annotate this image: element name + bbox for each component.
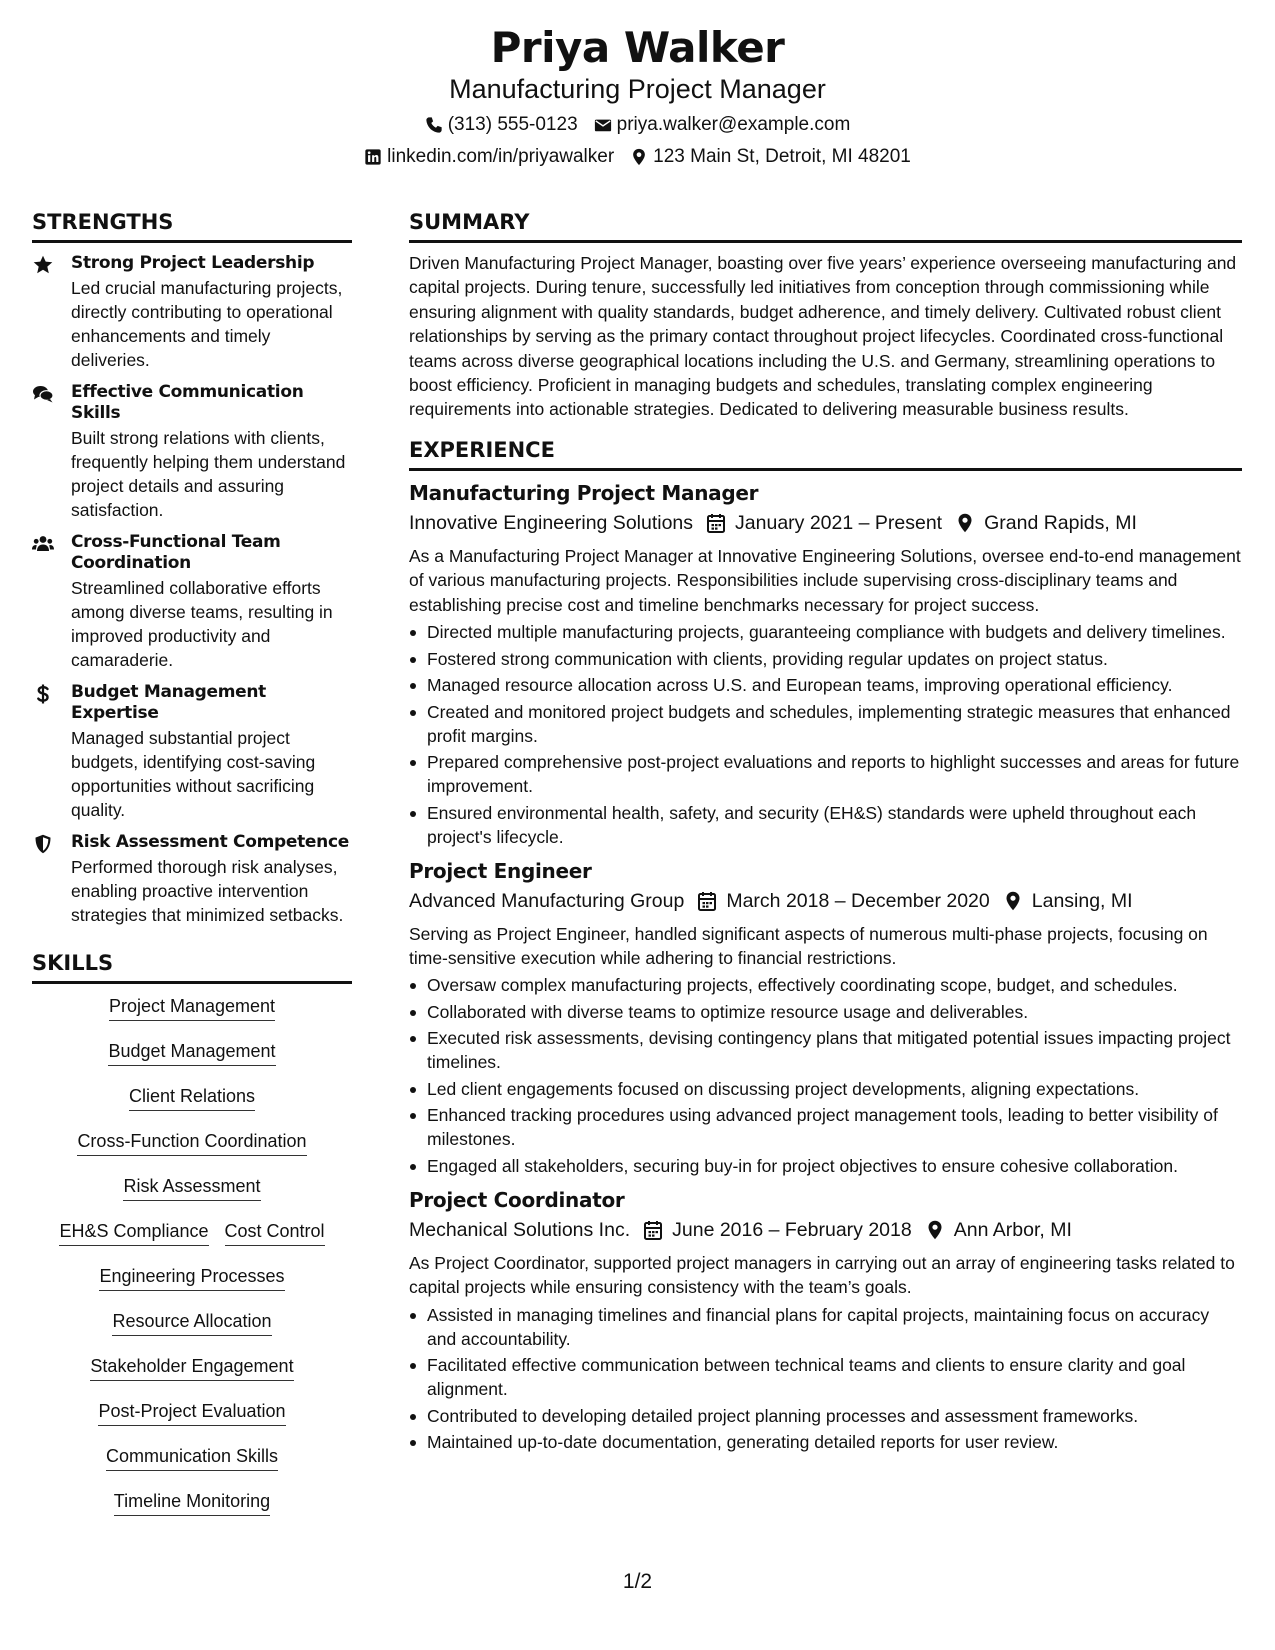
email-contact[interactable] <box>594 112 851 138</box>
skill-row <box>59 1219 324 1264</box>
strength-desc: Managed substantial project budgets, identifying cost-saving opportunities without sacrificing quality. <box>71 728 316 820</box>
right-column <box>409 208 1242 1457</box>
skill-row <box>98 1399 285 1444</box>
summary-text: Driven Manufacturing Project Manager, boasting over five years’ experience overseeing manufacturing and capital projects. During tenure, successfully led initiatives from conception through commissioning while ensuring alignment with quality standards, budget adherence, and timely delivery. Cultivated robust client relationships by serving as the primary contact throughout project lifecycles. Coordinated cross-functional teams across diverse geographical locations including the U.S. and Germany, streamlining operations to boost efficiency. Proficient in managing budgets and schedules, translating complex engineering requirements into actionable strategies. Dedicated to delivering measurable business results. <box>409 253 1237 420</box>
job-meta <box>409 1215 1242 1245</box>
bullet-item: Enhanced tracking procedures using advanced project management tools, leading to better visibility of milestones. <box>409 1103 1242 1151</box>
job-bullets <box>409 1303 1242 1455</box>
bullet-item: Fostered strong communication with clients, providing regular updates on project status. <box>409 647 1242 671</box>
phone-contact <box>425 112 578 138</box>
page-number: 1/2 <box>622 1570 653 1593</box>
strengths-heading: STRENGTHS <box>32 208 352 243</box>
map-marker-icon <box>956 513 974 533</box>
contact-line-2 <box>0 144 1275 170</box>
linkedin-text[interactable]: linkedin.com/in/priyawalker <box>387 146 615 167</box>
strength-item <box>32 832 352 927</box>
strength-title: Effective Communication Skills <box>71 382 304 423</box>
address-contact <box>630 144 911 170</box>
address-text: 123 Main St, Detroit, MI 48201 <box>653 146 911 167</box>
experience-entry <box>409 1186 1242 1454</box>
strength-title: Budget Management Expertise <box>71 682 267 723</box>
job-dates: June 2016 – February 2018 <box>672 1218 912 1241</box>
bullet-item: Assisted in managing timelines and financial plans for capital projects, maintaining focus on accuracy and accountability. <box>409 1303 1242 1351</box>
map-marker-icon <box>926 1220 944 1240</box>
strength-item <box>32 532 352 672</box>
email-text[interactable]: priya.walker@example.com <box>616 114 851 135</box>
skill-tag: Engineering Processes <box>99 1264 284 1291</box>
calendar-icon <box>698 891 716 911</box>
users-icon <box>32 534 54 554</box>
job-description: Serving as Project Engineer, handled significant aspects of numerous multi-phase projects, focusing on time-sensitive execution while adhering to financial restrictions. <box>409 923 1208 968</box>
job-location: Ann Arbor, MI <box>953 1218 1072 1241</box>
strength-title: Risk Assessment Competence <box>71 832 349 852</box>
bullet-item: Prepared comprehensive post-project evaluations and reports to highlight successes and areas for future improvement. <box>409 750 1242 798</box>
job-description: As Project Coordinator, supported project managers in carrying out an array of engineering tasks related to capital projects while ensuring consistency with the team’s goals. <box>409 1252 1235 1298</box>
job-meta <box>409 886 1242 916</box>
left-column <box>32 208 352 1534</box>
skill-row <box>114 1489 270 1534</box>
skill-tag: Client Relations <box>129 1084 255 1111</box>
phone-icon <box>425 116 443 134</box>
skill-tag: Communication Skills <box>106 1444 278 1471</box>
experience-entry <box>409 479 1242 849</box>
bullet-item: Oversaw complex manufacturing projects, effectively coordinating scope, budget, and schedules. <box>409 973 1242 997</box>
calendar-icon <box>707 513 725 533</box>
bullet-item: Engaged all stakeholders, securing buy-in for project objectives to ensure cohesive collaboration. <box>409 1154 1242 1178</box>
candidate-name: Priya Walker <box>490 23 785 72</box>
strength-desc: Led crucial manufacturing projects, directly contributing to operational enhancements and timely deliveries. <box>71 278 343 370</box>
shield-icon <box>32 834 54 854</box>
job-bullets <box>409 620 1242 849</box>
job-location: Grand Rapids, MI <box>984 511 1137 534</box>
skill-tag: Budget Management <box>108 1039 275 1066</box>
job-title: Manufacturing Project Manager <box>409 480 759 505</box>
strength-item <box>32 382 352 522</box>
skill-tag: Post-Project Evaluation <box>98 1399 285 1426</box>
skill-row <box>108 1039 275 1084</box>
company-name: Innovative Engineering Solutions <box>409 511 694 534</box>
bullet-item: Contributed to developing detailed project planning processes and assessment frameworks. <box>409 1404 1242 1428</box>
candidate-title: Manufacturing Project Manager <box>449 74 826 104</box>
company-name: Advanced Manufacturing Group <box>409 889 685 912</box>
skill-row <box>90 1354 293 1399</box>
skill-tag: Resource Allocation <box>112 1309 271 1336</box>
strength-desc: Built strong relations with clients, frequently helping them understand project details and assuring satisfaction. <box>71 428 346 520</box>
job-bullets <box>409 973 1242 1178</box>
company-name: Mechanical Solutions Inc. <box>409 1218 631 1241</box>
skill-row <box>112 1309 271 1354</box>
bullet-item: Maintained up-to-date documentation, generating detailed reports for user review. <box>409 1430 1242 1454</box>
job-location: Lansing, MI <box>1031 889 1133 912</box>
skill-tag: Cost Control <box>225 1219 325 1246</box>
linkedin-contact[interactable] <box>364 144 614 170</box>
strength-item <box>32 682 352 822</box>
job-title: Project Coordinator <box>409 1187 625 1212</box>
bullet-item: Collaborated with diverse teams to optimize resource usage and deliverables. <box>409 1000 1242 1024</box>
skills-heading: SKILLS <box>32 949 352 984</box>
strength-item <box>32 253 352 372</box>
strength-desc: Streamlined collaborative efforts among diverse teams, resulting in improved productivity and camaraderie. <box>71 578 333 670</box>
job-description: As a Manufacturing Project Manager at Innovative Engineering Solutions, oversee end-to-end management of various manufacturing projects. Responsibilities include supervising cross-disciplinary teams and establishing precise cost and timeline benchmarks necessary for project success. <box>409 545 1241 615</box>
phone-text: (313) 555-0123 <box>447 114 578 135</box>
strength-title: Cross-Functional Team Coordination <box>71 532 281 573</box>
bullet-item: Facilitated effective communication between technical teams and clients to ensure clarity and goal alignment. <box>409 1353 1242 1401</box>
bullet-item: Managed resource allocation across U.S. and European teams, improving operational efficiency. <box>409 673 1242 697</box>
bullet-item: Led client engagements focused on discussing project developments, aligning expectations. <box>409 1077 1242 1101</box>
skill-tag: Cross-Function Coordination <box>77 1129 306 1156</box>
linkedin-icon <box>364 148 382 166</box>
map-marker-icon <box>630 148 648 166</box>
job-title: Project Engineer <box>409 858 592 883</box>
map-marker-icon <box>1004 891 1022 911</box>
job-dates: January 2021 – Present <box>735 511 943 534</box>
skill-row <box>99 1264 284 1309</box>
skill-row <box>77 1129 306 1174</box>
skill-tag: Risk Assessment <box>123 1174 260 1201</box>
bullet-item: Directed multiple manufacturing projects, guaranteeing compliance with budgets and delivery timelines. <box>409 620 1242 644</box>
skill-tag: EH&S Compliance <box>59 1219 208 1246</box>
skill-row <box>109 994 275 1039</box>
dollar-icon <box>32 684 54 704</box>
comments-icon <box>32 384 54 404</box>
calendar-icon <box>644 1220 662 1240</box>
skill-row <box>123 1174 260 1219</box>
job-dates: March 2018 – December 2020 <box>726 889 990 912</box>
star-icon <box>32 255 54 275</box>
skill-tag: Timeline Monitoring <box>114 1489 270 1516</box>
summary-heading: SUMMARY <box>409 208 1242 243</box>
bullet-item: Executed risk assessments, devising contingency plans that mitigated potential issues impacting project timelines. <box>409 1026 1242 1074</box>
experience-entry <box>409 857 1242 1178</box>
strength-desc: Performed thorough risk analyses, enabling proactive intervention strategies that minimized setbacks. <box>71 857 344 925</box>
envelope-icon <box>594 116 612 134</box>
skill-row <box>106 1444 278 1489</box>
contact-line-1 <box>0 112 1275 138</box>
skills-list <box>32 994 352 1534</box>
strength-title: Strong Project Leadership <box>71 253 315 273</box>
bullet-item: Created and monitored project budgets and schedules, implementing strategic measures that enhanced profit margins. <box>409 700 1242 748</box>
skill-tag: Stakeholder Engagement <box>90 1354 293 1381</box>
skill-tag: Project Management <box>109 994 275 1021</box>
job-meta <box>409 508 1242 538</box>
skill-row <box>129 1084 255 1129</box>
bullet-item: Ensured environmental health, safety, and security (EH&S) standards were upheld throughout each project's lifecycle. <box>409 801 1242 849</box>
experience-heading: EXPERIENCE <box>409 436 1242 471</box>
